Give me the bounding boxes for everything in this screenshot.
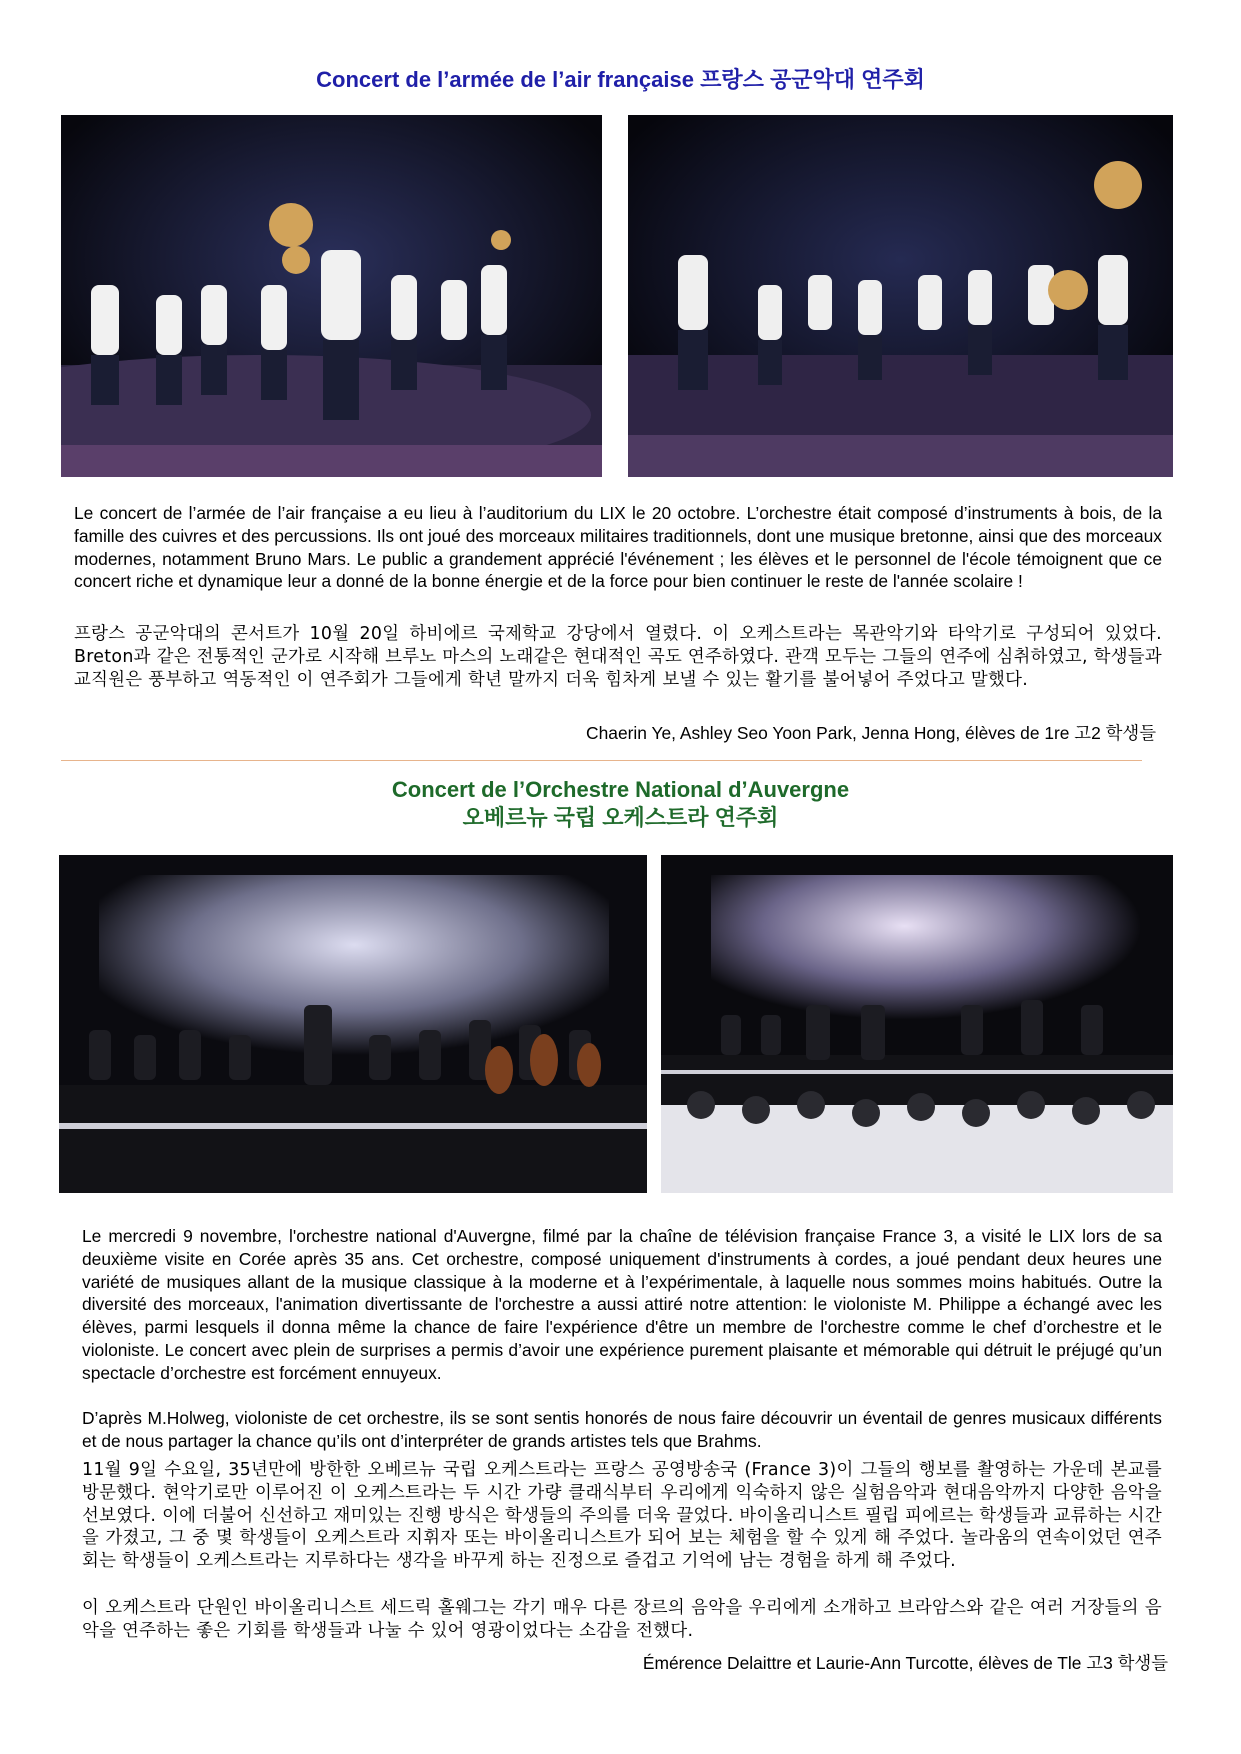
section1-title: Concert de l’armée de l’air française 프랑스 공군악대 연주회 xyxy=(316,67,925,92)
section2-title-french: Concert de l’Orchestre National d’Auvergne xyxy=(391,777,850,802)
section2-title-korean: 오베르뉴 국립 오케스트라 연주회 xyxy=(462,805,779,830)
section1-korean-paragraph: 프랑스 공군악대의 콘서트가 10월 20일 하비에르 국제학교 강당에서 열렸다. 이 오케스트라는 목관악기와 타악기로 구성되어 있었다. Breton과 같은 전통적인 군가로 시작해 브루노 마스의 노래같은 현대적인 곡도 연주하였다. 관객 모두는 그들의 연주에 심취하였고, 학생들과 교직원은 풍부하고 역동적인 이 연주회가 그들에게 학년 말까지 더욱 힘차게 보낼 수 있는 활기를 불어넣어 주었다고 말했다. xyxy=(74,624,1162,690)
section1-french-paragraph: Le concert de l’armée de l’air française a eu lieu à l’auditorium du LIX le 20 octobre. L’orchestre était composé d’instruments à bois, de la famille des cuivres et des percussions. Ils ont joué des morceaux militaires traditionnels, dont une musique bretonne, ainsi que des morceaux modernes, notamment Bruno Mars. Le public a grandement apprécié l'événement ; les élèves et le personnel de l'école témoignent que ce concert riche et dynamique leur a donné de la bonne énergie et de la force pour bien continuer le reste de l'année scolaire ! xyxy=(74,503,1162,592)
band-photo-left xyxy=(61,115,602,477)
section2-french-paragraph-2: D’après M.Holweg, violoniste de cet orchestre, ils se sont sentis honorés de nous faire découvrir un éventail de genres musicaux différents et de nous partager la chance qu’ils ont d’interpréter de grands artistes tels que Brahms. xyxy=(82,1408,1162,1451)
section-divider xyxy=(61,760,1142,761)
section2-korean-paragraph-2: 이 오케스트라 단원인 바이올리니스트 세드릭 홀웨그는 각기 매우 다른 장르의 음악을 우리에게 소개하고 브라암스와 같은 여러 거장들의 음악을 연주하는 좋은 기회를 학생들과 나눌 수 있어 영광이었다는 소감을 전했다. xyxy=(82,1598,1162,1641)
band-photo-right xyxy=(628,115,1173,477)
section2-korean-paragraph-1: 11월 9일 수요일, 35년만에 방한한 오베르뉴 국립 오케스트라는 프랑스 공영방송국 (France 3)이 그들의 행보를 촬영하는 가운데 본교를 방문했다. 현악기로만 이루어진 이 오케스트라는 두 시간 가량 클래식부터 우리에게 익숙하지 않은 실험음악과 현대음악까지 다양한 음악을 선보였다. 이에 더불어 신선하고 재미있는 진행 방식은 학생들의 주의를 더욱 끌었다. 바이올리니스트 필립 피에르는 학생들과 교류하는 시간을 가졌고, 그 중 몇 학생들이 오케스트라 지휘자 또는 바이올리니스트가 되어 보는 체험을 할 수 있게 해 주었다. 놀라움의 연속이었던 연주회는 학생들이 오케스트라는 지루하다는 생각을 바꾸게 하는 진정으로 즐겁고 기억에 남는 경험을 하게 해 주었다. xyxy=(82,1460,1162,1572)
section1-credit: Chaerin Ye, Ashley Seo Yoon Park, Jenna Hong, élèves de 1re 고2 학생들 xyxy=(586,723,1156,743)
orchestra-photo-left xyxy=(59,855,647,1193)
section2-credit: Émérence Delaittre et Laurie-Ann Turcotte, élèves de Tle 고3 학생들 xyxy=(642,1653,1168,1673)
orchestra-photo-right xyxy=(661,855,1173,1193)
section2-french-paragraph-1: Le mercredi 9 novembre, l'orchestre national d'Auvergne, filmé par la chaîne de télévision française France 3, a visité le LIX lors de sa deuxième visite en Corée après 35 ans. Cet orchestre, composé uniquement d'instruments à cordes, a joué pendant deux heures une variété de musiques allant de la musique classique à la moderne et à l’expérimentale, à laquelle nous sommes moins habitués. Outre la diversité des morceaux, l'animation divertissante de l'orchestre a aussi attiré notre attention: le violoniste M. Philippe a échangé avec les élèves, parmi lesquels il donna même la chance de faire l'expérience d'être un membre de l'orchestre comme le chef d’orchestre et le violoniste. Le concert avec plein de surprises a permis d’avoir une expérience purement plaisante et mémorable qui détruit le préjugé qu’un spectacle d’orchestre est forcément ennuyeux. xyxy=(82,1226,1162,1383)
